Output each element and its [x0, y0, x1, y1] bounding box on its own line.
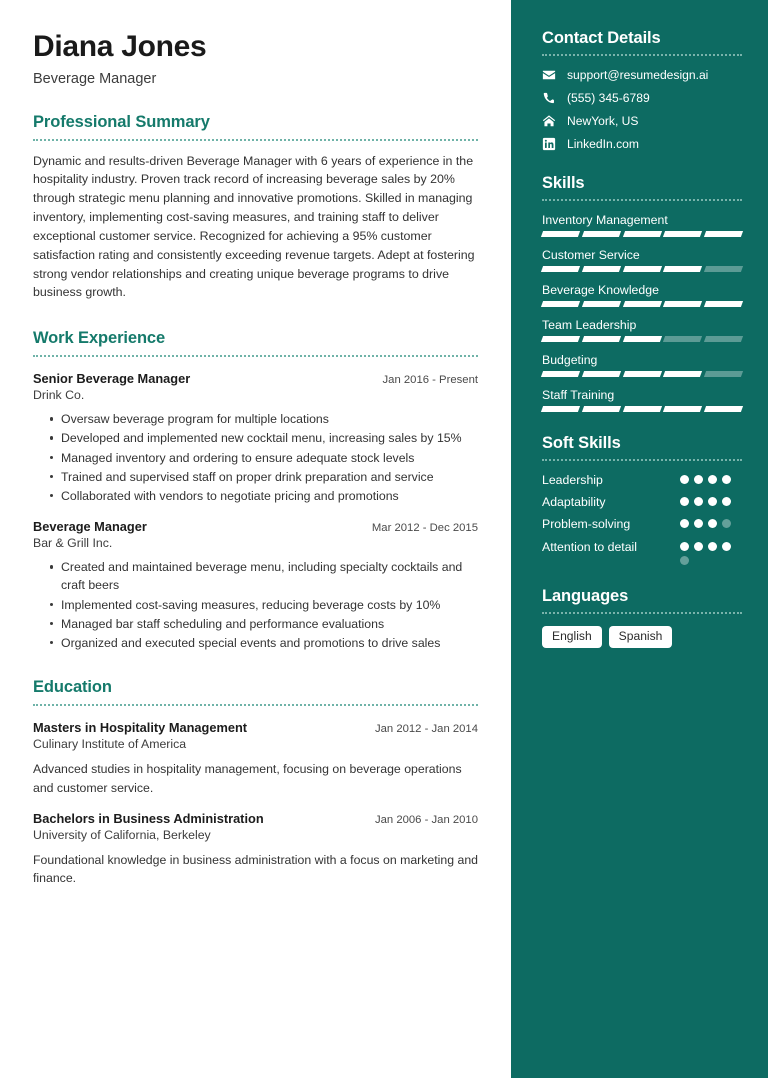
section-title-contact: Contact Details [542, 29, 661, 47]
skill-segment [663, 371, 702, 377]
work-entry [33, 371, 478, 505]
summary-text: Dynamic and results-driven Beverage Manager with 6 years of experience in the hospitality industry. Proven track record of increasing beverage sales by 20% through strategic menu planning and innovative promotions. Skilled in managing inventory, implementing cost-saving measures, and training staff to deliver exceptional customer service. Recognized for achieving a 95% customer satisfaction rating and consistently exceeding revenue targets. Adept at fostering strong vendor relationships and creating unique beverage programs to drive business growth. [33, 153, 475, 300]
soft-skill-rating [680, 494, 742, 506]
skill-label: Inventory Management [542, 213, 668, 227]
skill-segment [704, 371, 743, 377]
bullet-item: Created and maintained beverage menu, including specialty cocktails and craft beers [52, 558, 478, 594]
header-block [33, 30, 478, 87]
skill-label: Beverage Knowledge [542, 283, 659, 297]
skill-segment [541, 406, 580, 412]
work-entry-org: Drink Co. [33, 388, 85, 403]
education-entry-org: Culinary Institute of America [33, 737, 187, 752]
skill-segment [623, 371, 662, 377]
skill-level-bar [542, 371, 742, 377]
work-entry-org: Bar & Grill Inc. [33, 536, 113, 551]
section-contact-details [542, 29, 742, 151]
skill-label: Staff Training [542, 388, 615, 402]
soft-skill-item [542, 472, 742, 488]
skill-label: Customer Service [542, 248, 640, 262]
soft-skill-item [542, 516, 742, 532]
education-entry-org: University of California, Berkeley [33, 828, 211, 842]
rating-dot [680, 519, 689, 528]
section-title-languages: Languages [542, 586, 629, 605]
section-title-soft-skills: Soft Skills [542, 434, 621, 452]
soft-skill-rating [680, 472, 742, 484]
section-divider [542, 459, 742, 461]
contact-value-email: support@resumedesign.ai [567, 68, 709, 82]
education-entry-date: Jan 2006 - Jan 2010 [374, 814, 478, 826]
skill-item [542, 353, 742, 377]
skill-level-bar [542, 406, 742, 412]
rating-dot [694, 475, 703, 484]
skill-segment [582, 301, 621, 307]
work-entry-date: Jan 2016 - Present [382, 374, 478, 387]
soft-skill-rating [680, 539, 742, 565]
section-skills [542, 174, 742, 412]
soft-skill-item [542, 494, 742, 510]
candidate-name: Diana Jones [33, 30, 207, 63]
section-divider [542, 612, 742, 614]
rating-dot [708, 542, 717, 551]
contact-list [542, 68, 742, 151]
rating-dot [708, 519, 717, 528]
linkedin-icon [542, 137, 556, 151]
contact-item-linkedin[interactable] [542, 137, 742, 151]
skill-segment [541, 336, 580, 342]
section-title-skills: Skills [542, 174, 585, 192]
rating-dot [680, 556, 689, 565]
contact-item-email[interactable] [542, 68, 742, 82]
skill-segment [623, 266, 662, 272]
section-soft-skills [542, 434, 742, 565]
candidate-job-title: Beverage Manager [33, 70, 157, 87]
education-entry-title: Masters in Hospitality Management [33, 720, 248, 736]
phone-icon [542, 91, 556, 105]
section-title-summary: Professional Summary [33, 112, 210, 131]
skill-segment [623, 406, 662, 412]
education-entry-description: Foundational knowledge in business administration with a focus on marketing and finance. [33, 853, 478, 886]
education-entry-date: Jan 2012 - Jan 2014 [374, 723, 478, 736]
skill-segment [663, 266, 702, 272]
contact-value-location: NewYork, US [567, 114, 639, 128]
rating-dot [694, 519, 703, 528]
skill-segment [582, 336, 621, 342]
rating-dot [680, 497, 689, 506]
skill-item [542, 248, 742, 272]
rating-dot [722, 519, 731, 528]
skill-segment [704, 406, 743, 412]
work-entry-bullets [33, 558, 478, 652]
skill-segment [663, 231, 702, 237]
skill-segment [663, 336, 702, 342]
skill-level-bar [542, 301, 742, 307]
skill-label: Team Leadership [542, 318, 637, 332]
skill-segment [582, 371, 621, 377]
section-divider [33, 704, 478, 706]
education-entry-description: Advanced studies in hospitality management, focusing on beverage operations and customer service. [33, 762, 462, 795]
section-languages [542, 587, 742, 648]
rating-dot [680, 542, 689, 551]
contact-item-phone[interactable] [542, 91, 742, 105]
soft-skill-label: Adaptability [542, 495, 606, 510]
work-entry-date: Mar 2012 - Dec 2015 [371, 522, 478, 535]
skill-segment [704, 336, 743, 342]
skill-segment [541, 231, 580, 237]
bullet-item: Managed inventory and ordering to ensure adequate stock levels [52, 449, 478, 467]
rating-dot [708, 475, 717, 484]
skill-segment [704, 266, 743, 272]
education-entry-head [33, 811, 478, 826]
language-pill[interactable]: English [542, 626, 602, 648]
bullet-item: Managed bar staff scheduling and performance evaluations [52, 615, 478, 633]
skill-segment [663, 301, 702, 307]
language-pill[interactable]: Spanish [609, 626, 673, 648]
rating-dot [694, 497, 703, 506]
section-title-work: Work Experience [33, 329, 166, 348]
soft-skill-label: Attention to detail [542, 539, 638, 554]
soft-skill-item [542, 539, 742, 565]
section-divider [33, 139, 478, 141]
skill-segment [541, 266, 580, 272]
contact-item-location[interactable] [542, 114, 742, 128]
bullet-item: Trained and supervised staff on proper drink preparation and service [52, 468, 478, 486]
skill-segment [704, 231, 743, 237]
skill-item [542, 213, 742, 237]
section-education [33, 678, 478, 888]
soft-skill-label: Problem-solving [542, 517, 631, 532]
bullet-item: Oversaw beverage program for multiple locations [52, 410, 478, 428]
bullet-item: Organized and executed special events and promotions to drive sales [52, 634, 478, 652]
soft-skill-label: Leadership [542, 473, 603, 487]
section-divider [542, 54, 742, 56]
work-entry-title: Beverage Manager [33, 519, 147, 535]
rating-dot [708, 497, 717, 506]
skill-item [542, 318, 742, 342]
work-entry-head [33, 371, 478, 386]
skill-segment [623, 231, 662, 237]
skill-segment [582, 231, 621, 237]
rating-dot [722, 542, 731, 551]
section-title-education: Education [33, 678, 112, 697]
skill-segment [623, 301, 662, 307]
envelope-icon [542, 68, 556, 82]
rating-dot [722, 475, 731, 484]
contact-value-phone: (555) 345-6789 [567, 91, 650, 105]
skill-segment [663, 406, 702, 412]
rating-dot [680, 475, 689, 484]
skill-label: Budgeting [542, 353, 598, 367]
skill-level-bar [542, 231, 742, 237]
skill-segment [704, 301, 743, 307]
skill-segment [541, 301, 580, 307]
work-entry-title: Senior Beverage Manager [33, 371, 191, 387]
contact-value-linkedin: LinkedIn.com [567, 137, 639, 151]
soft-skill-rating [680, 516, 742, 528]
bullet-item: Developed and implemented new cocktail menu, increasing sales by 15% [52, 429, 478, 447]
home-icon [542, 114, 556, 128]
skill-level-bar [542, 336, 742, 342]
education-entry-title: Bachelors in Business Administration [33, 811, 264, 826]
section-professional-summary [33, 113, 478, 303]
skill-item [542, 388, 742, 412]
education-entry [33, 720, 478, 797]
section-divider [542, 199, 742, 201]
work-entry-head [33, 519, 478, 534]
skill-item [542, 283, 742, 307]
skills-list [542, 213, 742, 412]
section-divider [33, 355, 478, 357]
skill-segment [623, 336, 662, 342]
soft-skills-list [542, 472, 742, 565]
section-work-experience [33, 329, 478, 652]
bullet-item: Implemented cost-saving measures, reducing beverage costs by 10% [52, 596, 478, 614]
languages-list [542, 626, 742, 648]
education-entry-head [33, 720, 478, 735]
sidebar [511, 0, 768, 1078]
skill-segment [541, 371, 580, 377]
rating-dot [722, 497, 731, 506]
education-entry [33, 811, 478, 888]
work-entry-bullets [33, 410, 478, 505]
work-entry [33, 519, 478, 652]
rating-dot [694, 542, 703, 551]
bullet-item: Collaborated with vendors to negotiate pricing and promotions [52, 487, 478, 505]
skill-segment [582, 406, 621, 412]
skill-segment [582, 266, 621, 272]
skill-level-bar [542, 266, 742, 272]
